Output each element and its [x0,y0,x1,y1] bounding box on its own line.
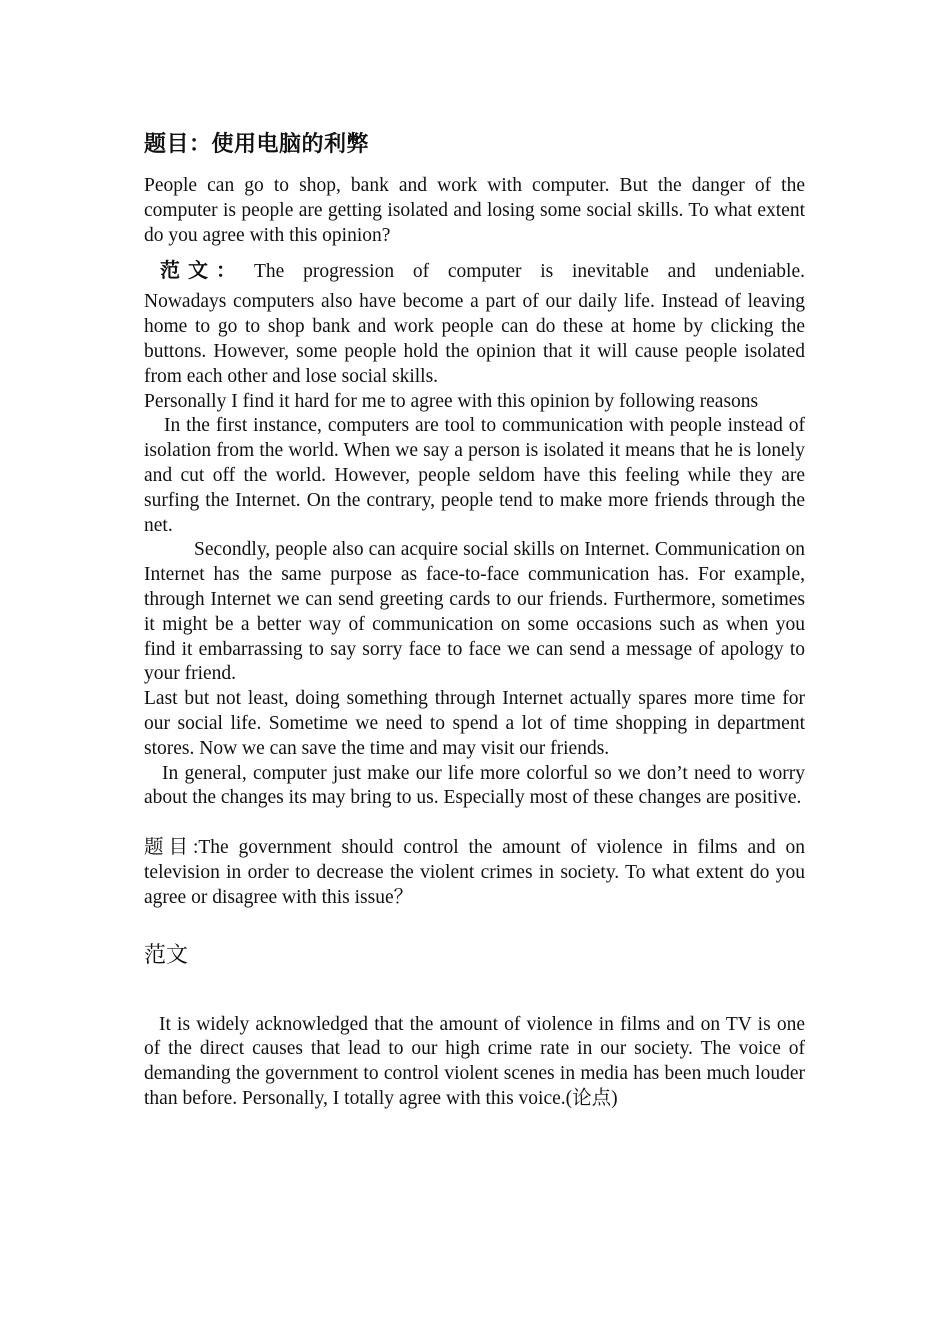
essay1-question: People can go to shop, bank and work with computer. But the danger of the computer is people are getting isolated and losing some social skills. To what extent do you agree with this opinion? [144,175,805,246]
essay1-title: 题目：使用电脑的利弊 [144,132,370,157]
essay2-question: 题目:The government should control the amount of violence in films and on television in order to decrease the violent crimes in society. To what extent do you agree or disagree with this issue？ [144,837,805,908]
essay1-paragraph-6: In general, computer just make our life more colorful so we don’t need to worry about the changes its may bring to us. Especially most of these changes are positive. [144,762,805,809]
essay1-paragraph-4: Secondly, people also can acquire social skills on Internet. Communication on Internet has the same purpose as face-to-face communication has. For example, through Internet we can send greeting cards to our friends. Furthermore, sometimes it might be a better way of communication on some occasions such as when you find it embarrassing to say sorry face to face we can send a message of apology to your friend. [144,539,805,685]
document-page [144,130,805,1112]
essay1-paragraph-3: In the first instance, computers are tool to communication with people instead of isolation from the world. When we say a person is isolated it means that he is lonely and cut off the world. However, people seldom have this feeling while they are surfing the Internet. On the contrary, people tend to make more friends through the net. [144,415,805,536]
essay2-intro-paragraph: It is widely acknowledged that the amount of violence in films and on TV is one of the direct causes that lead to our high crime rate in our society. The voice of demanding the government to control violent scenes in media has been much louder than before. Personally, I totally agree with this voice.(论点) [144,1013,805,1109]
essay2-model-title: 范文 [144,942,189,968]
essay1-paragraph-5: Last but not least, doing something through Internet actually spares more time for our social life. Sometime we need to spend a lot of time shopping in department stores. Now we can save the time and may visit our friends. [144,688,805,759]
essay1-model-label: 范文： [160,258,244,283]
essay1-paragraph-1: Nowadays computers also have become a part of our daily life. Instead of leaving home to go to shop bank and work people can do these at home by clicking the buttons. However, some people hold the opinion that it will cause people isolated from each other and lose social skills. [144,291,805,387]
essay1-paragraph-2: Personally I find it hard for me to agree with this opinion by following reasons [144,390,759,412]
essay1-model-line [144,252,805,290]
essay1-model-first-line: The progression of computer is inevitable and undeniable. [254,261,805,283]
